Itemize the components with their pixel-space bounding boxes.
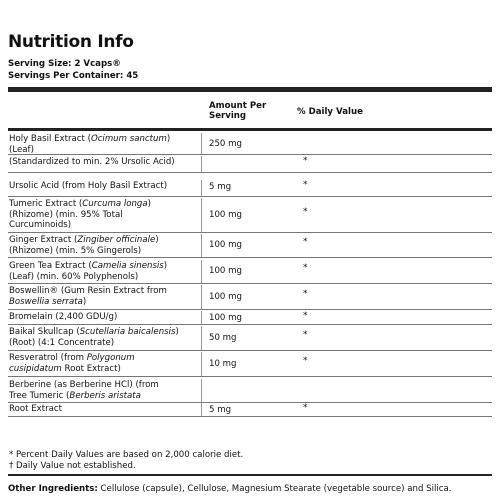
column-divider: [201, 403, 202, 417]
column-divider: [201, 285, 202, 310]
table-row: [8, 352, 492, 377]
amount-per-serving: 100 mg: [209, 292, 242, 302]
table-row: [8, 198, 492, 233]
thick-rule-bottom: [8, 474, 492, 476]
table-row: [8, 133, 492, 155]
daily-value: *: [303, 263, 308, 273]
column-divider: [201, 234, 202, 258]
daily-value: *: [303, 180, 308, 190]
column-divider: [201, 326, 202, 351]
column-divider: [201, 198, 202, 233]
amount-per-serving: 100 mg: [209, 210, 242, 220]
row-divider: [8, 172, 492, 173]
header-rule: [8, 128, 492, 131]
thick-rule-top: [8, 87, 492, 92]
table-row: [8, 180, 492, 197]
daily-value: *: [303, 403, 308, 413]
other-ingredients: [8, 484, 452, 494]
amount-per-serving: 100 mg: [209, 266, 242, 276]
ingredient-name: Baikal Skullcap (Scutellaria baicalensis) (Root) (4:1 Concentrate): [9, 327, 179, 348]
table-row: [8, 311, 492, 325]
footnote-percent-dv: * Percent Daily Values are based on 2,000 calorie diet.: [9, 450, 244, 460]
amount-per-serving: 100 mg: [209, 240, 242, 250]
table-row: [8, 326, 492, 351]
amount-per-serving: 100 mg: [209, 313, 242, 323]
daily-value: *: [303, 311, 308, 321]
amount-per-serving: 50 mg: [209, 333, 237, 343]
table-row: [8, 285, 492, 310]
row-divider: [8, 154, 492, 155]
daily-value: *: [303, 356, 308, 366]
daily-value: *: [303, 237, 308, 247]
daily-value: *: [303, 289, 308, 299]
daily-value: *: [303, 330, 308, 340]
ingredient-name: (Standardized to min. 2% Ursolic Acid): [9, 157, 175, 167]
serving-size: Serving Size: 2 Vcaps®: [8, 59, 121, 69]
ingredient-name: Ursolic Acid (from Holy Basil Extract): [9, 181, 168, 191]
amount-per-serving-header: Amount Per Serving: [209, 101, 267, 121]
amount-per-serving: 250 mg: [209, 139, 242, 149]
daily-value-header: % Daily Value: [297, 107, 363, 117]
ingredient-name: Berberine (as Berberine HCl) (from Tree Tumeric (Berberis aristata: [9, 380, 159, 401]
row-divider: [8, 416, 492, 417]
column-divider: [201, 311, 202, 325]
column-divider: [201, 260, 202, 284]
table-row: [8, 234, 492, 258]
table-row: [8, 260, 492, 284]
ingredient-name: Root Extract: [9, 404, 62, 414]
ingredient-name: Green Tea Extract (Camelia sinensis) (Leaf) (min. 60% Polyphenols): [9, 261, 168, 282]
other-ingredients-label: Other Ingredients:: [8, 484, 98, 494]
table-row: [8, 379, 492, 403]
row-divider: [8, 309, 492, 310]
column-divider: [201, 156, 202, 173]
ingredient-name: Resveratrol (from Polygonum cusipidatum Root Extract): [9, 353, 135, 374]
column-divider: [201, 379, 202, 403]
column-divider: [201, 352, 202, 377]
footnote-dv-not-established: † Daily Value not established.: [9, 461, 136, 471]
ingredient-name: Tumeric Extract (Curcuma longa) (Rhizome) (min. 95% Total Curcuminoids): [9, 199, 151, 230]
amount-per-serving: 5 mg: [209, 405, 232, 415]
row-divider: [8, 232, 492, 233]
ingredient-name: Bromelain (2,400 GDU/g): [9, 312, 118, 322]
other-ingredients-text: Cellulose (capsule), Cellulose, Magnesium Stearate (vegetable source) and Silica.: [97, 484, 452, 494]
table-row: [8, 156, 492, 173]
row-divider: [8, 324, 492, 325]
ingredient-name: Holy Basil Extract (Ocimum sanctum) (Leaf): [9, 134, 171, 155]
ingredient-name: Boswellin® (Gum Resin Extract from Boswellia serrata): [9, 286, 167, 307]
column-divider: [201, 180, 202, 197]
row-divider: [8, 257, 492, 258]
amount-per-serving: 10 mg: [209, 359, 237, 369]
daily-value: *: [303, 207, 308, 217]
row-divider: [8, 196, 492, 197]
row-divider: [8, 283, 492, 284]
ingredient-name: Ginger Extract (Zingiber officinale) (Rhizome) (min. 5% Gingerols): [9, 235, 159, 256]
column-divider: [201, 133, 202, 155]
page-title: Nutrition Info: [8, 32, 134, 52]
amount-per-serving: 5 mg: [209, 182, 232, 192]
daily-value: *: [303, 156, 308, 166]
table-row: [8, 403, 492, 417]
servings-per-container: Servings Per Container: 45: [8, 71, 139, 81]
row-divider: [8, 376, 492, 377]
row-divider: [8, 350, 492, 351]
